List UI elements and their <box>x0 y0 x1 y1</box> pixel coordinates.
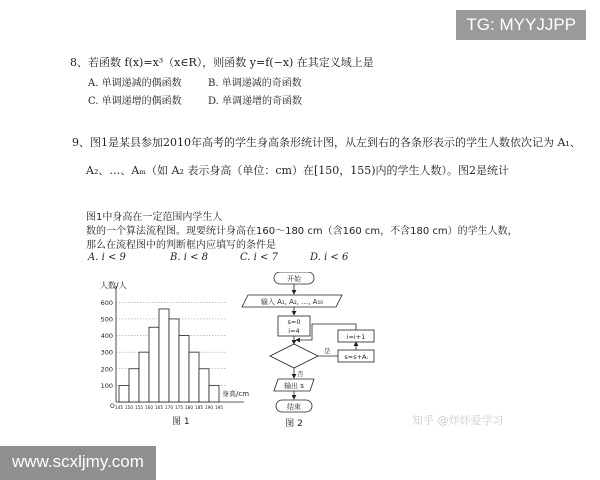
q9-option-b: B. i < 8 <box>170 252 209 263</box>
flow-init-s: s=0 <box>287 318 301 326</box>
chart-bar <box>149 327 159 402</box>
flow-accum-text: s=s+Aᵢ <box>344 353 368 361</box>
q9-option-d: D. i < 6 <box>310 252 349 263</box>
chart-bar <box>129 369 139 402</box>
flow-decision-box <box>270 344 318 368</box>
q9-line-5: 那么在流程图中的判断框内应填写的条件是 <box>86 240 276 251</box>
flow-output-text: 输出 s <box>284 382 304 390</box>
zhihu-watermark: 知乎 @烊烊爱学习 <box>412 414 504 427</box>
q9-option-a: A. i < 9 <box>88 252 126 263</box>
q8-stem: 8、若函数 f(x)=x³（x∈R），则函数 y=f(−x) 在其定义域上是 <box>70 56 374 69</box>
flow-end-text: 结束 <box>287 403 301 411</box>
q8-option-c: C. 单调递增的偶函数 <box>88 96 182 107</box>
chart-ytick-label: 100 <box>100 381 113 390</box>
chart-xlabel: 身高/cm <box>222 390 250 398</box>
chart-xtick-label: 145 <box>115 405 123 410</box>
q9-line-3: 图1中身高在一定范围内学生人 <box>86 212 223 223</box>
chart-xtick-label: 170 <box>165 405 173 410</box>
chart-xtick-label: 195 <box>215 405 223 410</box>
q9-line-2: A₂、…、Aₘ（如 A₂ 表示身高（单位：cm）在[150，155)内的学生人数）。图2是统计 <box>86 164 510 177</box>
flowchart-caption: 图 2 <box>285 419 303 429</box>
chart-bar <box>199 369 209 402</box>
chart-bar <box>159 309 169 402</box>
chart-bar <box>169 319 179 402</box>
flowchart <box>234 272 384 432</box>
q9-line-1: 9、图1是某县参加2010年高考的学生身高条形统计图，从左到右的各条形表示的学生人数依次记为 A₁、 <box>72 136 581 149</box>
chart-origin-label: O <box>110 403 115 410</box>
chart-ytick-label: 200 <box>100 365 113 374</box>
chart-ylabel: 人数/人 <box>100 281 127 290</box>
chart-bar <box>139 352 149 402</box>
chart-bar <box>209 385 219 402</box>
flow-incr-text: i=i+1 <box>346 333 366 341</box>
flow-no-label: 否 <box>297 370 304 378</box>
chart-ytick-label: 300 <box>100 348 113 357</box>
q8-option-b: B. 单调递减的奇函数 <box>208 78 302 89</box>
watermark-bottom-left: www.scxljmy.com <box>0 446 156 480</box>
q9-option-c: C. i < 7 <box>240 252 278 263</box>
watermark-top-right: TG: MYYJJPP <box>456 10 586 40</box>
chart-bar <box>119 385 129 402</box>
chart-xtick-label: 150 <box>125 405 133 410</box>
flow-start-text: 开始 <box>287 275 301 283</box>
q9-line-4: 数的一个算法流程图。现要统计身高在160～180 cm（含160 cm，不含180 cm）的学生人数， <box>86 226 518 237</box>
chart-xtick-label: 175 <box>175 405 183 410</box>
chart-ytick-label: 600 <box>100 298 113 307</box>
chart-xtick-label: 155 <box>135 405 143 410</box>
chart-bar <box>179 336 189 402</box>
chart-ytick-label: 400 <box>100 332 113 341</box>
chart-xtick-label: 165 <box>155 405 163 410</box>
chart-caption: 图 1 <box>172 417 190 427</box>
chart-xtick-label: 180 <box>185 405 193 410</box>
flow-init-i: i=4 <box>288 327 300 335</box>
chart-xtick-label: 190 <box>205 405 213 410</box>
chart-xtick-label: 160 <box>145 405 153 410</box>
chart-xtick-label: 185 <box>195 405 203 410</box>
chart-ytick-label: 500 <box>100 315 113 324</box>
q8-option-d: D. 单调递增的奇函数 <box>208 96 303 107</box>
q8-option-a: A. 单调递减的偶函数 <box>88 78 182 89</box>
chart-bar <box>189 352 199 402</box>
flow-input-text: 输入 A₁, A₂, …, A₁₀ <box>260 298 324 306</box>
flow-yes-label: 是 <box>324 347 331 355</box>
